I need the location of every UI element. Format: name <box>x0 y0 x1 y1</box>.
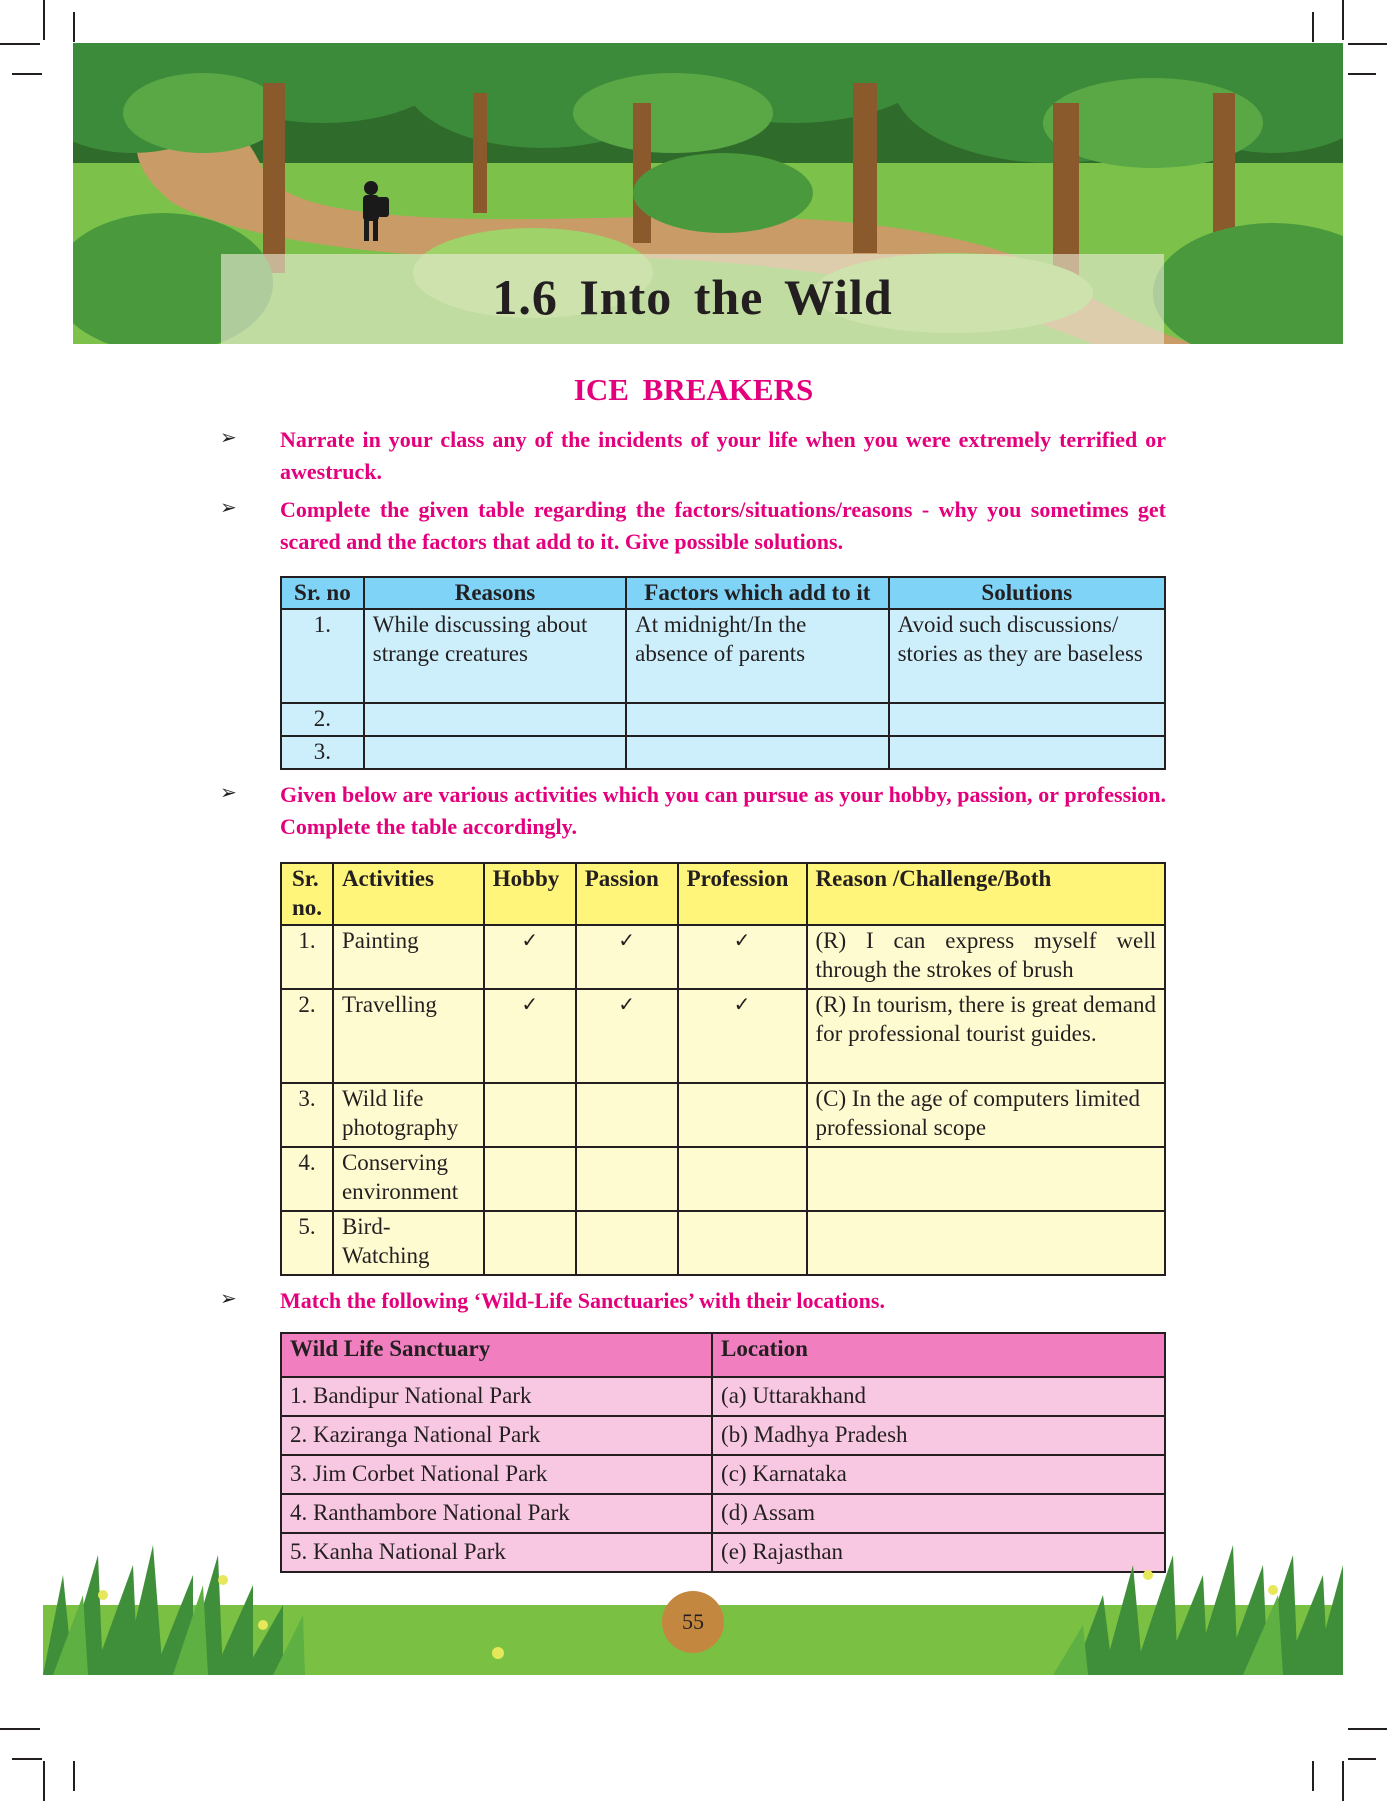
table-cell: (d) Assam <box>712 1494 1165 1533</box>
chapter-title: 1.6 Into the Wild <box>492 269 893 325</box>
bullet-arrow-icon: ➢ <box>220 427 237 449</box>
table-cell <box>889 703 1165 736</box>
column-header: Sr. no <box>281 577 364 609</box>
crop-mark <box>1342 1761 1344 1801</box>
table-cell: Painting <box>333 925 484 989</box>
table-cell: Wild life photography <box>333 1083 484 1147</box>
table-cell: Conserving environment <box>333 1147 484 1211</box>
page-number-badge: 55 <box>662 1591 724 1653</box>
table-cell: At midnight/In the absence of parents <box>626 609 888 703</box>
crop-mark <box>1312 1761 1314 1791</box>
table-cell <box>678 1147 807 1211</box>
table-cell: (b) Madhya Pradesh <box>712 1416 1165 1455</box>
crop-mark <box>12 73 42 75</box>
table-cell <box>889 736 1165 769</box>
chapter-title-box <box>221 254 1164 344</box>
table-cell: (R) In tourism, there is great demand for professional tourist guides. <box>807 989 1165 1083</box>
bullet-arrow-icon: ➢ <box>220 782 237 804</box>
table-row <box>281 1147 1165 1211</box>
column-header: Reason /Challenge/Both <box>807 863 1165 925</box>
instruction-text: Complete the given table regarding the factors/situations/reasons - why you sometimes get scared and the factors that add to it. Give possible solutions. <box>280 497 1166 554</box>
crop-mark <box>1348 1728 1387 1730</box>
instruction-text: Narrate in your class any of the incidents of your life when you were extremely terrified or awestruck. <box>280 427 1166 484</box>
check-mark-icon: ✓ <box>678 989 807 1083</box>
table-row <box>281 925 1165 989</box>
crop-mark <box>0 1728 40 1730</box>
table-cell: 2. <box>281 703 364 736</box>
table-row <box>281 609 1165 703</box>
crop-mark <box>0 43 40 45</box>
crop-mark <box>12 1758 42 1760</box>
crop-mark <box>1348 1758 1376 1760</box>
table-cell <box>364 736 626 769</box>
crop-mark <box>1348 73 1376 75</box>
table-row <box>281 736 1165 769</box>
table-cell <box>807 1211 1165 1275</box>
table-cell: 2. Kaziranga National Park <box>281 1416 712 1455</box>
table-row <box>281 1494 1165 1533</box>
check-mark-icon: ✓ <box>576 925 678 989</box>
crop-mark <box>73 1761 75 1791</box>
table-cell: While discussing about strange creatures <box>364 609 626 703</box>
table-cell <box>626 703 888 736</box>
table-row <box>281 1416 1165 1455</box>
table-cell: 4. <box>281 1147 333 1211</box>
table-cell <box>364 703 626 736</box>
bullet-arrow-icon: ➢ <box>220 1288 237 1310</box>
activities-table <box>280 862 1166 1276</box>
table-row <box>281 989 1165 1083</box>
factors-table <box>280 576 1166 770</box>
table-cell <box>484 1211 576 1275</box>
table-row <box>281 1455 1165 1494</box>
table-cell <box>626 736 888 769</box>
column-header: Wild Life Sanctuary <box>281 1333 712 1377</box>
column-header: Solutions <box>889 577 1165 609</box>
table-cell: (R) I can express myself well through the strokes of brush <box>807 925 1165 989</box>
check-mark-icon: ✓ <box>484 925 576 989</box>
column-header: Profession <box>678 863 807 925</box>
crop-mark <box>1348 43 1387 45</box>
table-cell: 5. <box>281 1211 333 1275</box>
column-header: Location <box>712 1333 1165 1377</box>
table-cell: (c) Karnataka <box>712 1455 1165 1494</box>
table-header-row <box>281 577 1165 609</box>
table-row <box>281 1083 1165 1147</box>
table-cell: 3. <box>281 1083 333 1147</box>
table-cell <box>576 1147 678 1211</box>
crop-mark <box>1312 12 1314 42</box>
table-cell: 1. <box>281 609 364 703</box>
table-cell <box>484 1147 576 1211</box>
chapter-banner <box>73 43 1343 344</box>
crop-mark <box>73 12 75 42</box>
table-row <box>281 1377 1165 1416</box>
table-header-row <box>281 863 1165 925</box>
check-mark-icon: ✓ <box>678 925 807 989</box>
table-cell: 3. Jim Corbet National Park <box>281 1455 712 1494</box>
table-cell <box>576 1083 678 1147</box>
table-cell: (a) Uttarakhand <box>712 1377 1165 1416</box>
check-mark-icon: ✓ <box>484 989 576 1083</box>
column-header: Passion <box>576 863 678 925</box>
table-cell <box>678 1083 807 1147</box>
table-cell: 3. <box>281 736 364 769</box>
table-row <box>281 1211 1165 1275</box>
crop-mark <box>1342 0 1344 40</box>
table-header-row <box>281 1333 1165 1377</box>
section-heading: ICE BREAKERS <box>573 372 814 407</box>
table-row <box>281 703 1165 736</box>
table-cell: (e) Rajasthan <box>712 1533 1165 1572</box>
table-cell: 4. Ranthambore National Park <box>281 1494 712 1533</box>
table-cell: Bird-Watching <box>333 1211 484 1275</box>
table-cell: Travelling <box>333 989 484 1083</box>
check-mark-icon: ✓ <box>576 989 678 1083</box>
table-cell: Avoid such discussions/ stories as they are baseless <box>889 609 1165 703</box>
table-cell <box>484 1083 576 1147</box>
crop-mark <box>43 1761 45 1801</box>
bullet-arrow-icon: ➢ <box>220 497 237 519</box>
table-cell: 5. Kanha National Park <box>281 1533 712 1572</box>
column-header: Hobby <box>484 863 576 925</box>
table-cell <box>807 1147 1165 1211</box>
table-cell <box>576 1211 678 1275</box>
table-cell <box>678 1211 807 1275</box>
column-header: Sr. no. <box>281 863 333 925</box>
table-cell: 1. Bandipur National Park <box>281 1377 712 1416</box>
table-cell: (C) In the age of computers limited professional scope <box>807 1083 1165 1147</box>
instruction-text: Match the following ‘Wild-Life Sanctuaries’ with their locations. <box>280 1288 885 1313</box>
table-cell: 2. <box>281 989 333 1083</box>
instruction-text: Given below are various activities which you can pursue as your hobby, passion, or profession. Complete the table accordingly. <box>280 782 1166 839</box>
column-header: Factors which add to it <box>626 577 888 609</box>
crop-mark <box>43 0 45 40</box>
column-header: Activities <box>333 863 484 925</box>
column-header: Reasons <box>364 577 626 609</box>
table-cell: 1. <box>281 925 333 989</box>
